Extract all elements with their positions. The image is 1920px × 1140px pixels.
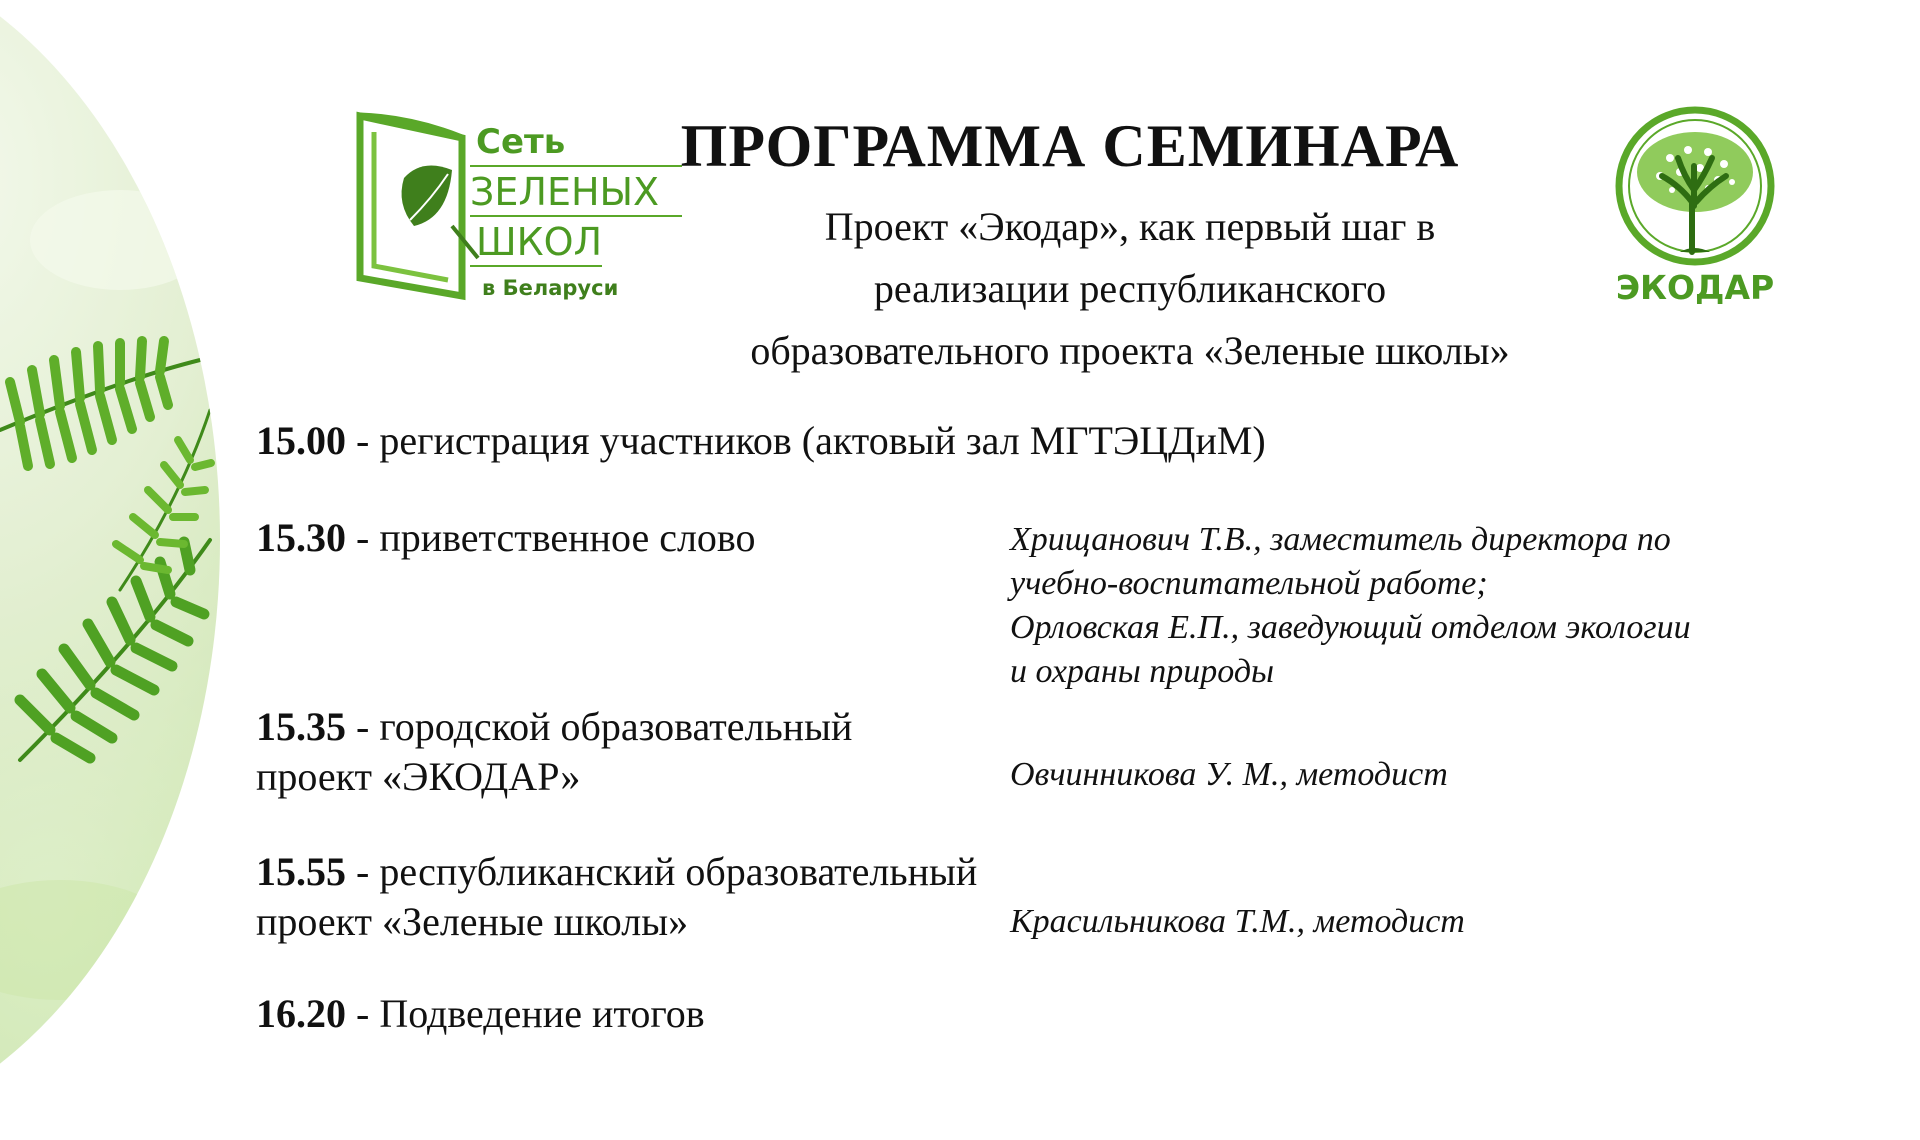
schedule-text: - Подведение итогов: [346, 991, 705, 1036]
schedule-item: [256, 989, 705, 1039]
schedule-time: 15.00: [256, 418, 346, 463]
speaker-line: учебно-воспитательной работе;: [1010, 565, 1488, 602]
schedule-text: - республиканский образовательный: [346, 849, 978, 894]
schedule-text: - приветственное слово: [346, 515, 756, 560]
speaker-line: Красильникова Т.М., методист: [1010, 903, 1465, 940]
speaker-line: Хрищанович Т.В., заместитель директора по: [1010, 521, 1671, 558]
logo-text-line1: Сеть: [476, 122, 566, 162]
subtitle-line: Проект «Экодар», как первый шаг в: [824, 204, 1436, 249]
schedule-text: - регистрация участников (актовый зал МГТЭЦДиМ): [346, 418, 1266, 463]
speaker-line: Овчинникова У. М., методист: [1010, 756, 1448, 793]
schedule-item: [256, 513, 756, 563]
speaker-line: и охраны природы: [1010, 653, 1275, 690]
schedule-text-cont: проект «ЭКОДАР»: [256, 754, 581, 799]
subtitle-line: реализации республиканского: [873, 266, 1387, 311]
speaker-line: Орловская Е.П., заведующий отделом экологии: [1010, 609, 1691, 646]
speaker-list: [1010, 753, 1448, 797]
logo-text-line4: в Беларуси: [482, 276, 619, 300]
schedule-text-cont: проект «Зеленые школы»: [256, 899, 689, 944]
schedule-item: [256, 416, 1266, 466]
speaker-list: [1010, 518, 1691, 694]
schedule-time: 15.30: [256, 515, 346, 560]
page-title: ПРОГРАММА СЕМИНАРА: [680, 113, 1460, 179]
speaker-list: [1010, 900, 1465, 944]
schedule-time: 15.35: [256, 704, 346, 749]
schedule-item: [256, 702, 852, 802]
logo-text-line2: ЗЕЛЕНЫХ: [470, 170, 660, 214]
ekodar-logo-label: ЭКОДАР: [1615, 268, 1775, 307]
schedule-time: 15.55: [256, 849, 346, 894]
ekodar-logo: [1600, 106, 1790, 306]
subtitle: [680, 196, 1580, 382]
schedule-text: - городской образовательный: [346, 704, 853, 749]
schedule-item: [256, 847, 977, 947]
logo-text-line3: ШКОЛ: [476, 220, 603, 264]
subtitle-line: образовательного проекта «Зеленые школы»: [750, 328, 1510, 373]
schedule-time: 16.20: [256, 991, 346, 1036]
